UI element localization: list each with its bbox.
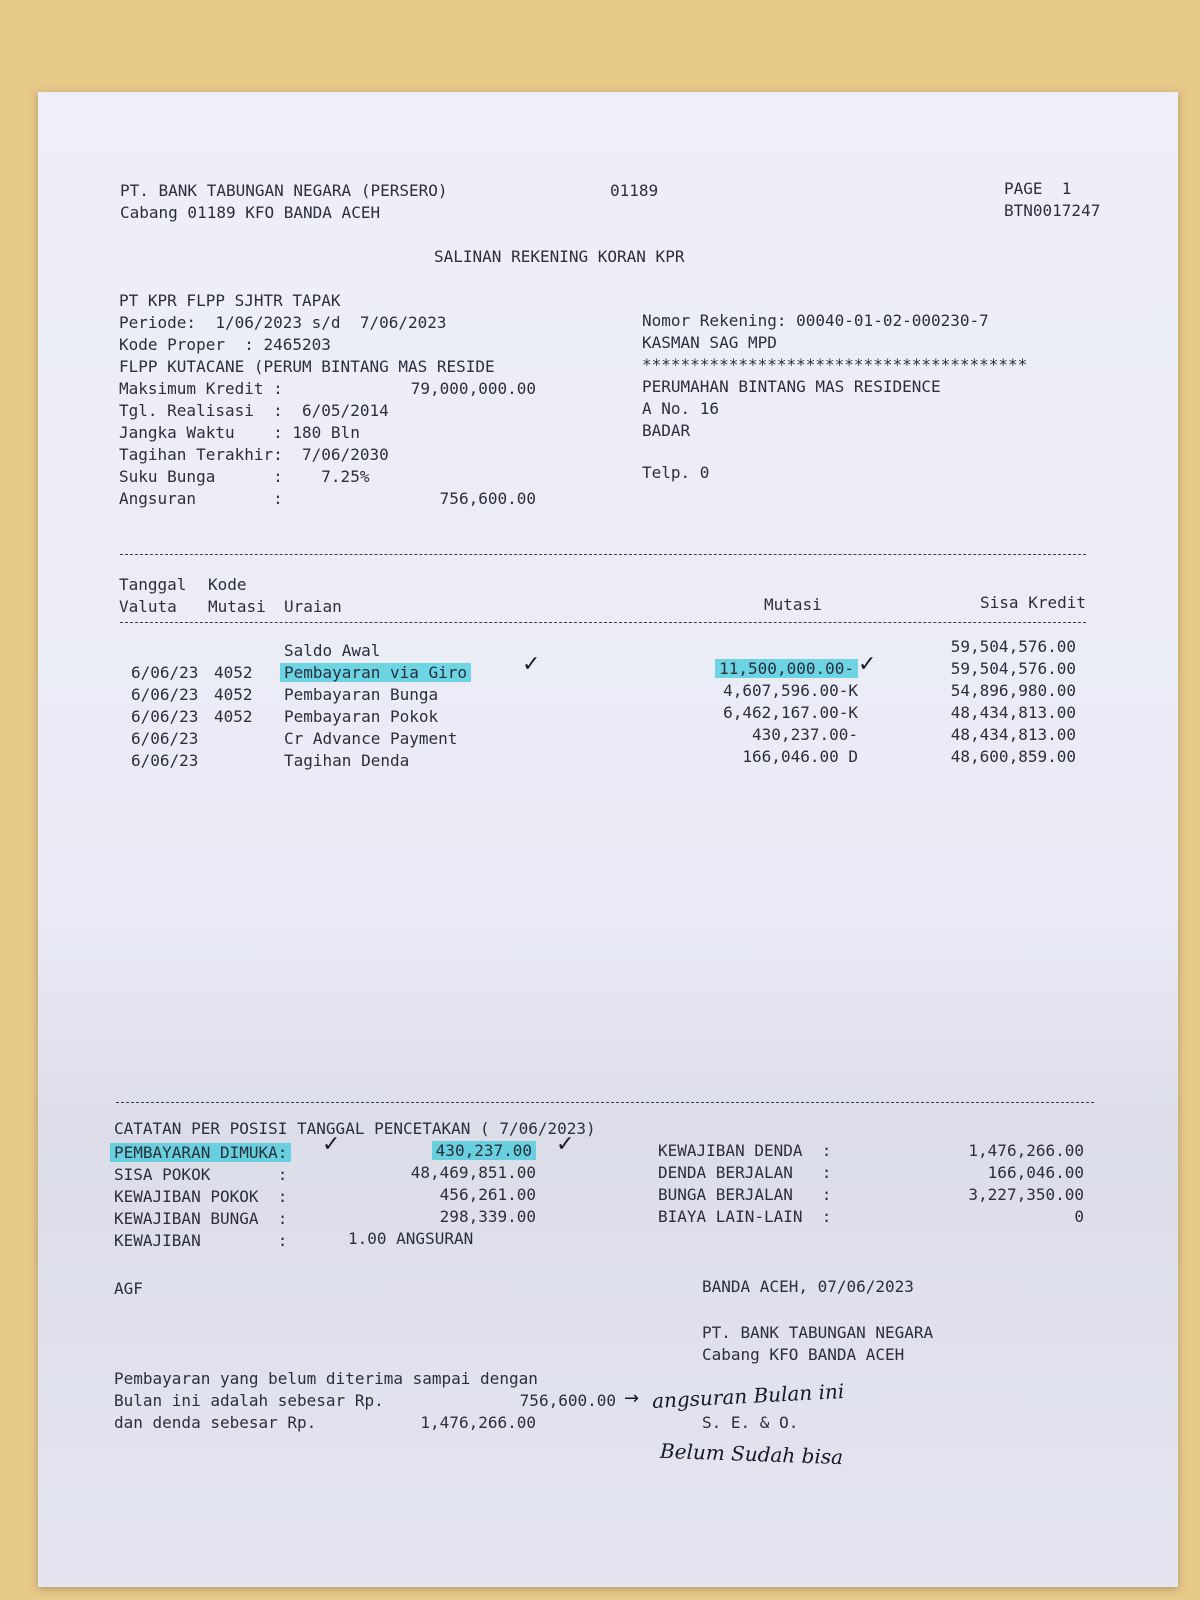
bank-name: PT. BANK TABUNGAN NEGARA (PERSERO) bbox=[120, 181, 448, 200]
summary-right-value: 1,476,266.00 bbox=[968, 1141, 1084, 1160]
denda-amount: 1,476,266.00 bbox=[420, 1413, 536, 1432]
tgl-realisasi: Tgl. Realisasi : 6/05/2014 bbox=[119, 401, 389, 420]
summary-left-value: 298,339.00 bbox=[439, 1207, 536, 1226]
telephone: Telp. 0 bbox=[642, 463, 710, 482]
statement-paper bbox=[38, 92, 1178, 1587]
header-tanggal: Tanggal bbox=[119, 575, 187, 594]
payment-amount: 756,600.00 bbox=[519, 1391, 616, 1410]
kode-proper: Kode Proper : 2465203 bbox=[119, 335, 331, 354]
table-row-uraian: Saldo Awal bbox=[284, 641, 381, 660]
account-holder: KASMAN SAG MPD bbox=[642, 333, 777, 352]
agf-code: AGF bbox=[114, 1279, 143, 1298]
table-row-sisa: 54,896,980.00 bbox=[950, 681, 1076, 700]
divider bbox=[116, 1102, 1094, 1103]
branch-name: Cabang 01189 KFO BANDA ACEH bbox=[120, 203, 381, 222]
table-row-uraian: Tagihan Denda bbox=[284, 751, 410, 770]
flpp-name: FLPP KUTACANE (PERUM BINTANG MAS RESIDE bbox=[119, 357, 495, 376]
page-number: PAGE 1 bbox=[1004, 179, 1072, 198]
payment-note-line-1: Pembayaran yang belum diterima sampai dengan bbox=[114, 1369, 538, 1388]
payment-note-line-2: Bulan ini adalah sebesar Rp. bbox=[114, 1391, 384, 1410]
handwritten-note: Belum Sudah bisa bbox=[659, 1438, 844, 1470]
handwritten-note: angsuran Bulan ini bbox=[651, 1378, 845, 1414]
arrow-right-icon: → bbox=[624, 1388, 640, 1409]
summary-left-label: KEWAJIBAN POKOK : bbox=[114, 1187, 288, 1206]
highlight-marker: 11,500,000.00- bbox=[715, 659, 858, 678]
check-mark-icon: ✓ bbox=[322, 1132, 341, 1157]
table-row-mutasi: 166,046.00 D bbox=[742, 747, 858, 766]
table-row-mutasi bbox=[658, 658, 858, 680]
table-row-kode: 4052 bbox=[214, 663, 253, 682]
header-mutasi: Mutasi bbox=[764, 595, 822, 614]
summary-left-label: KEWAJIBAN BUNGA : bbox=[114, 1209, 288, 1228]
place-date: BANDA ACEH, 07/06/2023 bbox=[702, 1277, 914, 1296]
catatan-heading: CATATAN PER POSISI TANGGAL PENCETAKAN ( 7/06/2023) bbox=[114, 1119, 596, 1138]
angsuran-value: 756,600.00 bbox=[439, 489, 536, 508]
table-row-date: 6/06/23 bbox=[131, 663, 199, 682]
signature-bank: PT. BANK TABUNGAN NEGARA bbox=[702, 1323, 934, 1342]
check-mark-icon: ✓ bbox=[522, 652, 541, 677]
signature-branch: Cabang KFO BANDA ACEH bbox=[702, 1345, 905, 1364]
table-row-uraian: Pembayaran Bunga bbox=[284, 685, 439, 704]
summary-left-label bbox=[114, 1142, 291, 1164]
table-row-mutasi: 6,462,167.00-K bbox=[723, 703, 858, 722]
suku-bunga: Suku Bunga : 7.25% bbox=[119, 467, 370, 486]
check-mark-icon: ✓ bbox=[556, 1132, 575, 1157]
address-line-1: PERUMAHAN BINTANG MAS RESIDENCE bbox=[642, 377, 941, 396]
sign-note: S. E. & O. bbox=[702, 1413, 799, 1432]
table-row-mutasi: 4,607,596.00-K bbox=[723, 681, 858, 700]
divider bbox=[120, 554, 1086, 555]
maksimum-kredit-value: 79,000,000.00 bbox=[410, 379, 536, 398]
highlight-marker: 430,237.00 bbox=[432, 1141, 536, 1160]
summary-left-value bbox=[368, 1140, 536, 1162]
table-row-date: 6/06/23 bbox=[131, 751, 199, 770]
product-name: PT KPR FLPP SJHTR TAPAK bbox=[119, 291, 341, 310]
summary-left-value: 48,469,851.00 bbox=[410, 1163, 536, 1182]
summary-right-label: BUNGA BERJALAN : bbox=[658, 1185, 832, 1204]
table-row-kode: 4052 bbox=[214, 685, 253, 704]
document-id: BTN0017247 bbox=[1004, 201, 1101, 220]
header-mutasi-kode: Mutasi bbox=[208, 597, 266, 616]
page-title: SALINAN REKENING KORAN KPR bbox=[434, 247, 685, 266]
nomor-rekening: Nomor Rekening: 00040-01-02-000230-7 bbox=[642, 311, 989, 330]
table-row-kode: 4052 bbox=[214, 707, 253, 726]
table-row-sisa: 48,434,813.00 bbox=[950, 703, 1076, 722]
divider bbox=[120, 622, 1086, 623]
angsuran-label: Angsuran : bbox=[119, 489, 283, 508]
table-row-sisa: 48,600,859.00 bbox=[950, 747, 1076, 766]
address-line-2: A No. 16 bbox=[642, 399, 720, 418]
header-valuta: Valuta bbox=[119, 597, 177, 616]
summary-left-value: 456,261.00 bbox=[439, 1185, 536, 1204]
jangka-waktu: Jangka Waktu : 180 Bln bbox=[119, 423, 360, 442]
table-row-date: 6/06/23 bbox=[131, 685, 199, 704]
header-sisa-kredit: Sisa Kredit bbox=[980, 593, 1086, 612]
highlight-marker: Pembayaran via Giro bbox=[280, 663, 471, 682]
header-uraian: Uraian bbox=[284, 597, 342, 616]
kewajiban-label: KEWAJIBAN : bbox=[114, 1231, 288, 1250]
tagihan-terakhir: Tagihan Terakhir: 7/06/2030 bbox=[119, 445, 389, 464]
address-line-3: BADAR bbox=[642, 421, 691, 440]
maksimum-kredit-label: Maksimum Kredit : bbox=[119, 379, 283, 398]
branch-code: 01189 bbox=[610, 181, 659, 200]
table-row-uraian: Cr Advance Payment bbox=[284, 729, 458, 748]
summary-right-value: 166,046.00 bbox=[987, 1163, 1084, 1182]
summary-right-value: 0 bbox=[1074, 1207, 1084, 1226]
table-row-sisa: 59,504,576.00 bbox=[950, 637, 1076, 656]
summary-right-label: DENDA BERJALAN : bbox=[658, 1163, 832, 1182]
periode: Periode: 1/06/2023 s/d 7/06/2023 bbox=[119, 313, 447, 332]
table-row-date: 6/06/23 bbox=[131, 729, 199, 748]
table-row-uraian: Pembayaran Pokok bbox=[284, 707, 439, 726]
kewajiban-value: 1.00 ANGSURAN bbox=[348, 1229, 474, 1248]
summary-right-value: 3,227,350.00 bbox=[968, 1185, 1084, 1204]
table-row-date: 6/06/23 bbox=[131, 707, 199, 726]
highlight-marker: PEMBAYARAN DIMUKA: bbox=[110, 1143, 291, 1162]
payment-note-line-3: dan denda sebesar Rp. bbox=[114, 1413, 317, 1432]
summary-right-label: KEWAJIBAN DENDA : bbox=[658, 1141, 832, 1160]
summary-left-label: SISA POKOK : bbox=[114, 1165, 288, 1184]
header-kode: Kode bbox=[208, 575, 247, 594]
check-mark-icon: ✓ bbox=[858, 652, 877, 677]
table-row-sisa: 59,504,576.00 bbox=[950, 659, 1076, 678]
table-row-mutasi: 430,237.00- bbox=[752, 725, 858, 744]
summary-right-label: BIAYA LAIN-LAIN : bbox=[658, 1207, 832, 1226]
stars-separator: **************************************** bbox=[642, 355, 1028, 374]
table-row-sisa: 48,434,813.00 bbox=[950, 725, 1076, 744]
table-row-uraian bbox=[284, 662, 471, 684]
